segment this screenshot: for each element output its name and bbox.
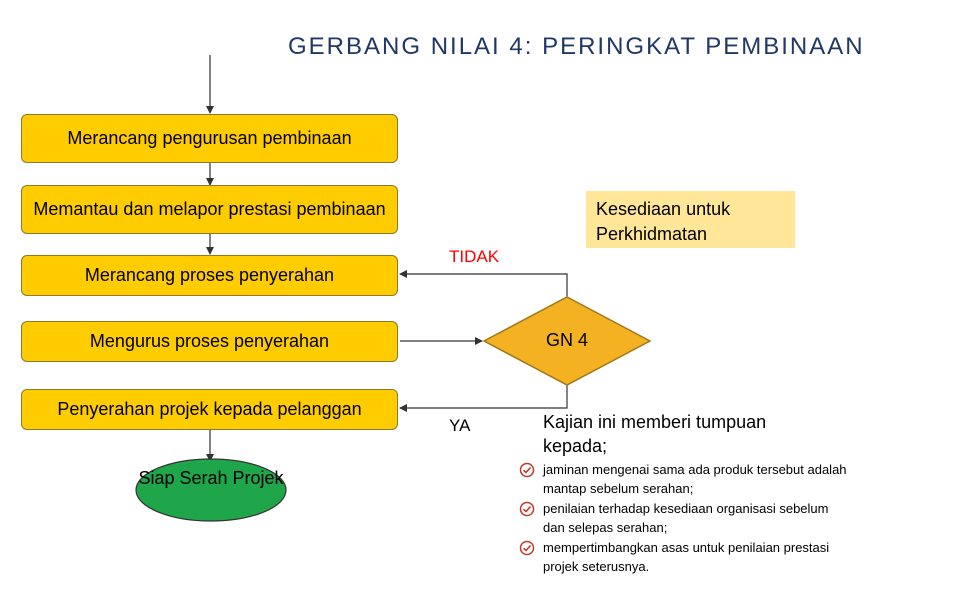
step-box-4: Mengurus proses penyerahan — [21, 321, 398, 362]
readiness-note: Kesediaan untuk Perkhidmatan — [586, 191, 795, 248]
page-title: GERBANG NILAI 4: PERINGKAT PEMBINAAN — [288, 33, 865, 60]
step-box-1: Merancang pengurusan pembinaan — [21, 114, 398, 163]
list-item-text: jaminan mengenai sama ada produk tersebut adalah mantap sebelum serahan; — [543, 462, 847, 496]
list-item-text: penilaian terhadap kesediaan organisasi sebelum dan selepas serahan; — [543, 501, 829, 535]
focus-list — [519, 460, 849, 577]
decision-label: GN 4 — [545, 330, 588, 350]
end-label: Siap Serah Projek — [138, 468, 284, 488]
step-box-3: Merancang proses penyerahan — [21, 255, 398, 296]
step-box-2: Memantau dan melapor prestasi pembinaan — [21, 185, 398, 234]
list-item-text: mempertimbangkan asas untuk penilaian prestasi projek seterusnya. — [543, 540, 830, 574]
focus-intro: Kajian ini memberi tumpuan kepada; — [543, 412, 767, 456]
step-box-5: Penyerahan projek kepada pelanggan — [21, 389, 398, 430]
list-item — [519, 538, 849, 576]
list-item — [519, 460, 849, 498]
arrow-decision-yes — [400, 385, 567, 408]
list-item — [519, 499, 849, 537]
check-circle-icon — [519, 540, 535, 556]
no-label: TIDAK — [449, 247, 500, 266]
arrow-decision-no — [400, 274, 567, 297]
check-circle-icon — [519, 501, 535, 517]
yes-label: YA — [449, 416, 471, 435]
check-circle-icon — [519, 462, 535, 478]
